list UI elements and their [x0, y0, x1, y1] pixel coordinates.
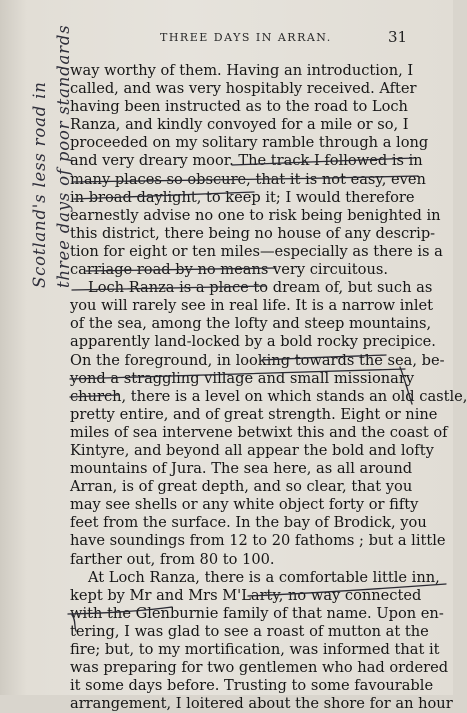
text-line: arrangement, I loitered about the shore for an hour: [70, 695, 453, 713]
text-line: At Loch Ranza, there is a comfortable little inn,: [88, 568, 440, 586]
page-number: 31: [388, 28, 408, 46]
running-header: THREE DAYS IN ARRAN.: [160, 31, 332, 44]
text-line: and very dreary moor. The track I followed is in: [70, 152, 423, 170]
text-line: of the sea, among the lofty and steep mountains,: [70, 315, 432, 333]
text-line: mountains of Jura. The sea here, as all around: [70, 460, 413, 478]
text-line: have soundings from 12 to 20 fathoms ; but a little: [70, 532, 446, 550]
text-line: apparently land-locked by a bold rocky precipice.: [70, 333, 436, 351]
text-line: proceeded on my solitary ramble through a long: [70, 134, 429, 152]
text-line: with the Glenburnie family of that name. Upon en-: [70, 604, 444, 622]
text-line: tion for eight or ten miles—especially as there is a: [70, 242, 443, 260]
text-line: it some days before. Trusting to some favourable: [70, 677, 434, 695]
text-line: tering, I was glad to see a roast of mutton at the: [70, 622, 429, 640]
text-line: earnestly advise no one to risk being benighted in: [70, 206, 441, 224]
margin-note-line: three days of poor standards: [54, 24, 73, 288]
text-line: Arran, is of great depth, and so clear, that you: [70, 478, 413, 496]
text-line: Kintyre, and beyond all appear the bold and lofty: [70, 441, 434, 459]
text-line: feet from the surface. In the bay of Brodick, you: [70, 514, 427, 532]
text-line: was preparing for two gentlemen who had ordered: [70, 659, 449, 677]
text-line: fire; but, to my mortification, was informed that it: [70, 641, 440, 658]
text-line: farther out, from 80 to 100.: [70, 550, 275, 568]
text-line: Loch Ranza is a place to dream of, but such as: [88, 279, 433, 297]
text-line: church, there is a level on which stands an old castle,: [70, 387, 467, 405]
margin-note-line: Scotland's less road in: [30, 81, 49, 288]
body-text: [70, 62, 467, 713]
text-line: kept by Mr and Mrs M'Larty, no way connected: [70, 586, 422, 604]
text-line: yond a straggling village and small missionary: [70, 369, 415, 387]
text-line: in broad daylight, to keep it; I would therefore: [70, 188, 415, 206]
text-line: you will rarely see in real life. It is a narrow inlet: [70, 297, 434, 315]
text-line: miles of sea intervene betwixt this and the coast of: [70, 423, 448, 441]
text-line: this district, there being no house of any descrip-: [70, 224, 436, 242]
text-line: way worthy of them. Having an introduction, I: [70, 62, 414, 79]
text-line: called, and was very hospitably received. After: [70, 80, 417, 98]
text-line: many places so obscure, that it is not easy, even: [70, 170, 426, 188]
text-line: On the foreground, in looking towards the sea, be-: [70, 351, 445, 369]
margin-note-text: [28, 25, 76, 288]
text-line: having been instructed as to the road to Loch: [70, 98, 408, 116]
text-line: Ranza, and kindly convoyed for a mile or so, I: [70, 116, 409, 134]
text-line: carriage road by no means very circuitous.: [70, 261, 388, 279]
handwritten-margin-note: [0, 0, 73, 695]
text-line: may see shells or any white object forty or fifty: [70, 496, 419, 514]
text-line: pretty entire, and of great strength. Eight or nine: [70, 405, 438, 423]
